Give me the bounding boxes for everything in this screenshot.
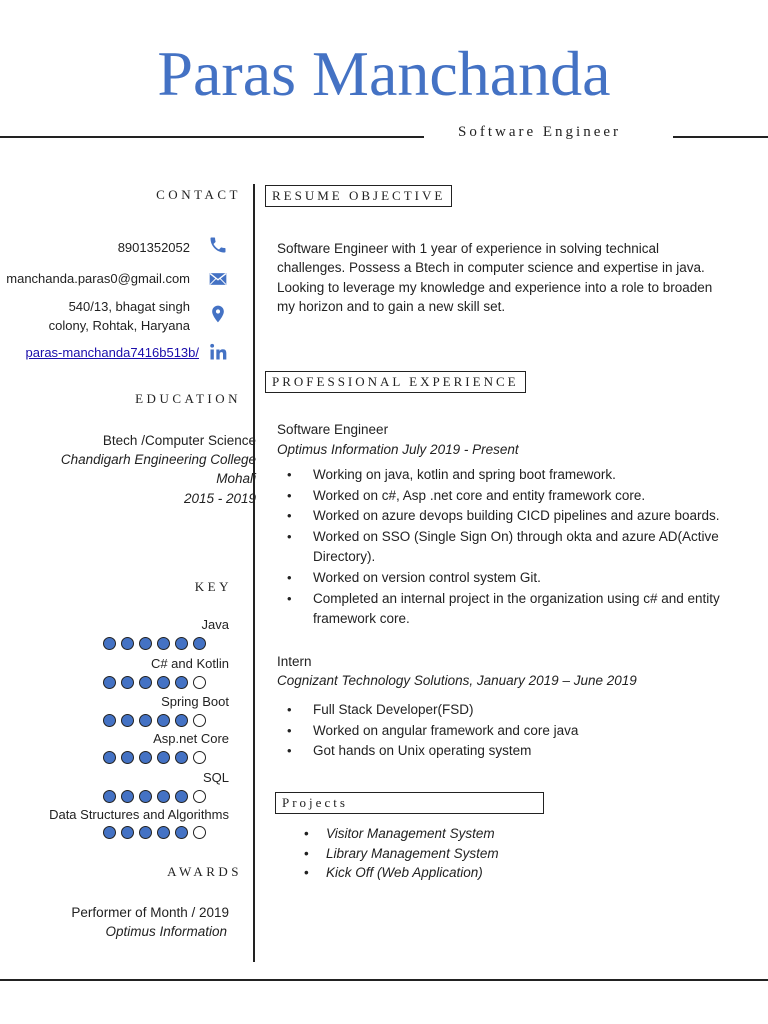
awards-heading: AWARDS <box>167 864 242 879</box>
list-item: • Kick Off (Web Application) <box>277 863 747 883</box>
objective-line: Software Engineer with 1 year of experience in solving technical <box>277 241 659 256</box>
rating-dot-filled <box>121 676 134 689</box>
candidate-name: Paras Manchanda <box>157 38 611 109</box>
rating-dot-empty <box>193 714 206 727</box>
rating-dot-filled <box>121 637 134 650</box>
rating-dot-filled <box>103 751 116 764</box>
list-item: • Library Management System <box>277 844 747 864</box>
rating-dot-filled <box>175 826 188 839</box>
list-item: • Got hands on Unix operating system <box>277 741 747 762</box>
rating-dot-filled <box>121 826 134 839</box>
rating-dot-filled <box>157 751 170 764</box>
list-item: • Worked on version control system Git. <box>277 568 747 589</box>
rating-dot-filled <box>139 676 152 689</box>
map-pin-icon <box>208 304 228 324</box>
rating-dot-empty <box>193 790 206 803</box>
rating-dot-empty <box>193 676 206 689</box>
contact-email: manchanda.paras0@gmail.com <box>6 271 190 286</box>
experience-heading: PROFESSIONAL EXPERIENCE <box>265 371 526 393</box>
award-title: Performer of Month / 2019 <box>71 905 229 920</box>
header-rule-left <box>0 136 424 138</box>
skill-rating <box>103 676 206 689</box>
education-college: Chandigarh Engineering College <box>60 452 256 467</box>
list-item: • Worked on c#, Asp .net core and entity framework core. <box>277 486 747 507</box>
job-bullets <box>277 700 747 762</box>
rating-dot-filled <box>103 676 116 689</box>
header-rule-right <box>673 136 768 138</box>
list-item: • Full Stack Developer(FSD) <box>277 700 747 721</box>
linkedin-icon[interactable] <box>208 342 228 362</box>
education-heading: EDUCATION <box>135 391 241 406</box>
rating-dot-filled <box>121 714 134 727</box>
objective-line: my horizon and to gain a new skill set. <box>277 298 506 314</box>
skill-label: C# and Kotlin <box>150 656 229 671</box>
rating-dot-filled <box>139 637 152 650</box>
list-item: • Working on java, kotlin and spring boot framework. <box>277 465 747 486</box>
rating-dot-filled <box>103 826 116 839</box>
rating-dot-empty <box>193 826 206 839</box>
rating-dot-filled <box>121 751 134 764</box>
skill-label: SQL <box>202 770 229 785</box>
award-org: Optimus Information <box>105 924 227 939</box>
contact-address-line2: colony, Rohtak, Haryana <box>48 318 190 333</box>
rating-dot-filled <box>175 676 188 689</box>
job-bullets <box>277 465 747 630</box>
linkedin-link[interactable]: paras-manchanda7416b513b/ <box>25 345 199 360</box>
column-divider <box>253 184 255 962</box>
skill-rating <box>103 790 206 803</box>
list-item: • Worked on SSO (Single Sign On) through okta and azure AD(Active Directory). <box>277 527 747 568</box>
list-item: • Worked on angular framework and core java <box>277 721 747 742</box>
objective-line: challenges. Possess a Btech in computer science and expertise in java. <box>277 260 705 276</box>
rating-dot-filled <box>139 714 152 727</box>
rating-dot-filled <box>157 676 170 689</box>
rating-dot-filled <box>139 790 152 803</box>
rating-dot-filled <box>103 637 116 650</box>
rating-dot-filled <box>175 790 188 803</box>
skill-rating <box>103 826 206 839</box>
job-company: Cognizant Technology Solutions, January 2019 – June 2019 <box>277 673 637 688</box>
phone-icon <box>208 235 228 255</box>
rating-dot-filled <box>175 751 188 764</box>
rating-dot-filled <box>103 714 116 727</box>
rating-dot-filled <box>193 637 206 650</box>
rating-dot-filled <box>157 826 170 839</box>
objective-heading: RESUME OBJECTIVE <box>265 185 452 207</box>
education-years: 2015 - 2019 <box>183 491 256 506</box>
skill-label: Java <box>201 617 229 632</box>
skill-rating <box>103 714 206 727</box>
key-heading: KEY <box>194 579 232 594</box>
projects-list <box>277 824 747 883</box>
list-item: • Visitor Management System <box>277 824 747 844</box>
rating-dot-filled <box>121 790 134 803</box>
objective-text <box>277 239 757 316</box>
job-role: Intern <box>277 654 312 669</box>
projects-heading: Projects <box>275 792 544 814</box>
contact-heading: CONTACT <box>156 187 241 202</box>
rating-dot-filled <box>103 790 116 803</box>
contact-address-line1: 540/13, bhagat singh <box>68 299 190 314</box>
contact-phone: 8901352052 <box>117 240 190 255</box>
list-item: • Worked on azure devops building CICD pipelines and azure boards. <box>277 506 747 527</box>
job-role: Software Engineer <box>277 422 389 437</box>
skill-label: Spring Boot <box>161 694 229 709</box>
rating-dot-filled <box>175 637 188 650</box>
rating-dot-filled <box>139 751 152 764</box>
objective-line: Looking to leverage my knowledge and experience into a role to broaden <box>277 279 713 295</box>
rating-dot-filled <box>157 714 170 727</box>
envelope-icon <box>208 269 228 289</box>
rating-dot-filled <box>157 790 170 803</box>
list-item: • Completed an internal project in the organization using c# and entity framework core. <box>277 589 747 630</box>
rating-dot-filled <box>139 826 152 839</box>
job-company: Optimus Information July 2019 - Present <box>277 442 519 457</box>
rating-dot-empty <box>193 751 206 764</box>
education-degree: Btech /Computer Science <box>102 433 256 448</box>
skill-label: Asp.net Core <box>153 731 229 746</box>
rating-dot-filled <box>175 714 188 727</box>
footer-rule <box>0 979 768 981</box>
skill-label: Data Structures and Algorithms <box>49 807 229 822</box>
job-title: Software Engineer <box>458 124 622 140</box>
skill-rating <box>103 637 206 650</box>
rating-dot-filled <box>157 637 170 650</box>
skill-rating <box>103 751 206 764</box>
education-city: Mohali <box>216 471 256 486</box>
